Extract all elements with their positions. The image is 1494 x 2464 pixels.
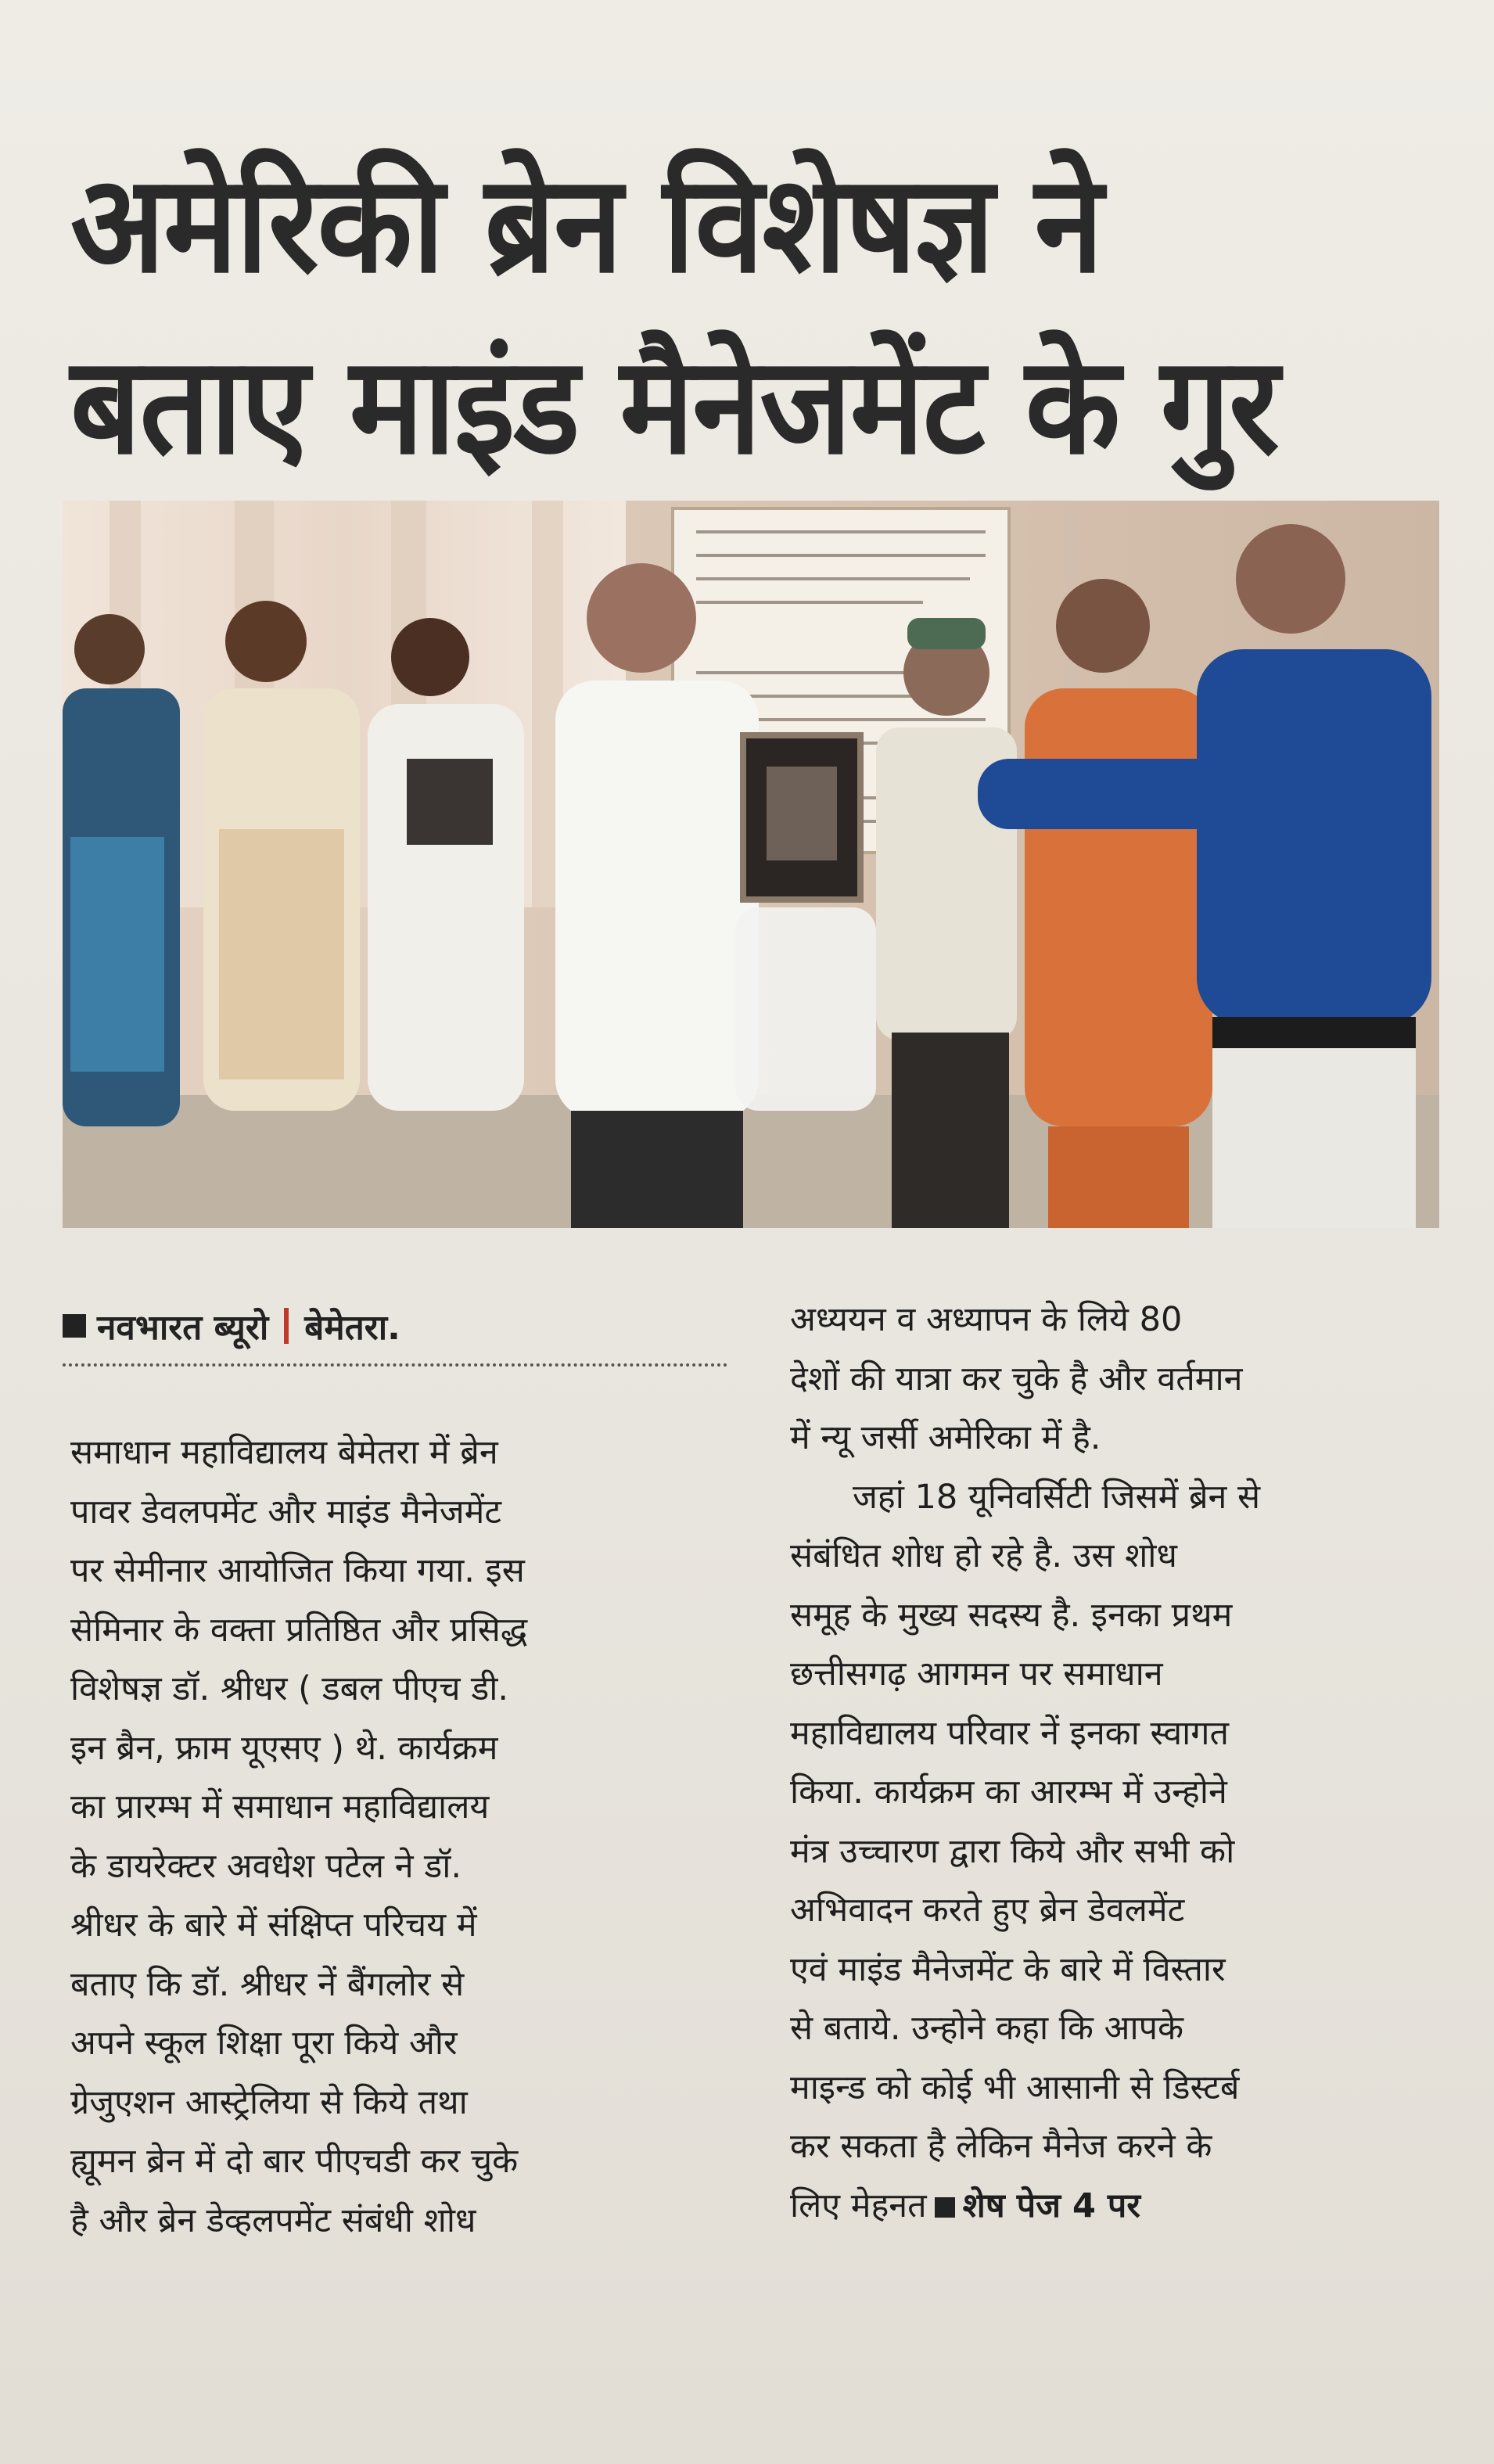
article-line: कर सकता है लेकिन मैनेज करने के [790, 2127, 1212, 2166]
article-line: अभिवादन करते हुए ब्रेन डेवलमेंट [790, 1891, 1185, 1930]
article-line: विशेषज्ञ डॉ. श्रीधर ( डबल पीएच डी. [70, 1669, 509, 1708]
newspaper-photo-icon [63, 501, 1439, 1228]
article-line: ग्रेजुएशन आस्ट्रेलिया से किये तथा [70, 2082, 468, 2122]
article-line: पावर डेवलपमेंट और माइंड मैनेजमेंट [70, 1492, 502, 1532]
article-left-column [70, 1424, 720, 2250]
article-line: छत्तीसगढ़ आगमन पर समाधान [790, 1654, 1163, 1694]
article-line: अपने स्कूल शिक्षा पूरा किये और [70, 2024, 458, 2063]
article-right-column [790, 1291, 1439, 2236]
byline [63, 1302, 727, 1367]
article-line: अध्ययन व अध्यापन के लिये 80 [790, 1300, 1183, 1339]
article-line: श्रीधर के बारे में संक्षिप्त परिचय में [70, 1905, 477, 1945]
article-line: मंत्र उच्चारण द्वारा किये और सभी को [790, 1831, 1235, 1871]
headline [70, 134, 1447, 497]
article-line: बताए कि डॉ. श्रीधर नें बैंगलोर से [70, 1964, 465, 2004]
article-line: के डायरेक्टर अवधेश पटेल ने डॉ. [70, 1846, 462, 1886]
article-line: का प्रारम्भ में समाधान महाविद्यालय [70, 1787, 490, 1826]
byline-separator [284, 1308, 289, 1344]
article-line: से बताये. उन्होने कहा कि आपके [790, 2009, 1184, 2048]
article-line: एवं माइंड मैनेजमेंट के बारे में विस्तार [790, 1949, 1226, 1989]
continued-on-page: शेष पेज 4 पर [962, 2186, 1140, 2225]
article-line: महाविद्यालय परिवार नें इनका स्वागत [790, 1713, 1229, 1753]
article-line: देशों की यात्रा कर चुके है और वर्तमान [790, 1359, 1243, 1399]
article-line: जहां 18 यूनिवर्सिटी जिसमें ब्रेन से [853, 1477, 1261, 1517]
byline-place: बेमेतरा. [304, 1308, 400, 1348]
article-last-line [790, 2177, 1439, 2236]
event-photo [63, 501, 1439, 1228]
article-line: इन ब्रैन, फ्राम यूएसए ) थे. कार्यक्रम [70, 1728, 498, 1768]
article-line: समूह के मुख्य सदस्य है. इनका प्रथम [790, 1595, 1233, 1635]
byline-agency: नवभारत ब्यूरो [97, 1308, 269, 1348]
article-last-line-text: लिए मेहनत [790, 2186, 927, 2225]
article-line: किया. कार्यक्रम का आरम्भ में उन्होने [790, 1773, 1227, 1812]
headline-line-2: बताए माइंड मैनेजमेंट के गुर [70, 327, 1278, 485]
article-line: सेमिनार के वक्ता प्रतिष्ठित और प्रसिद्ध [70, 1610, 528, 1650]
bullet-square-icon [935, 2197, 955, 2218]
article-line: में न्यू जर्सी अमेरिका में है. [790, 1418, 1101, 1457]
article-line: है और ब्रेन डेव्हलपमेंट संबंधी शोध [70, 2200, 476, 2240]
article-line: ह्यूमन ब्रेन में दो बार पीएचडी कर चुके [70, 2142, 519, 2181]
article-line: संबंधित शोध हो रहे है. उस शोध [790, 1536, 1177, 1575]
headline-line-1: अमेरिकी ब्रेन विशेषज्ञ ने [70, 145, 1102, 304]
article-line: माइन्ड को कोई भी आसानी से डिस्टर्ब [790, 2067, 1240, 2107]
article-line: पर सेमीनार आयोजित किया गया. इस [70, 1551, 525, 1590]
bullet-square-icon [63, 1314, 86, 1338]
article-line: समाधान महाविद्यालय बेमेतरा में ब्रेन [70, 1433, 498, 1472]
